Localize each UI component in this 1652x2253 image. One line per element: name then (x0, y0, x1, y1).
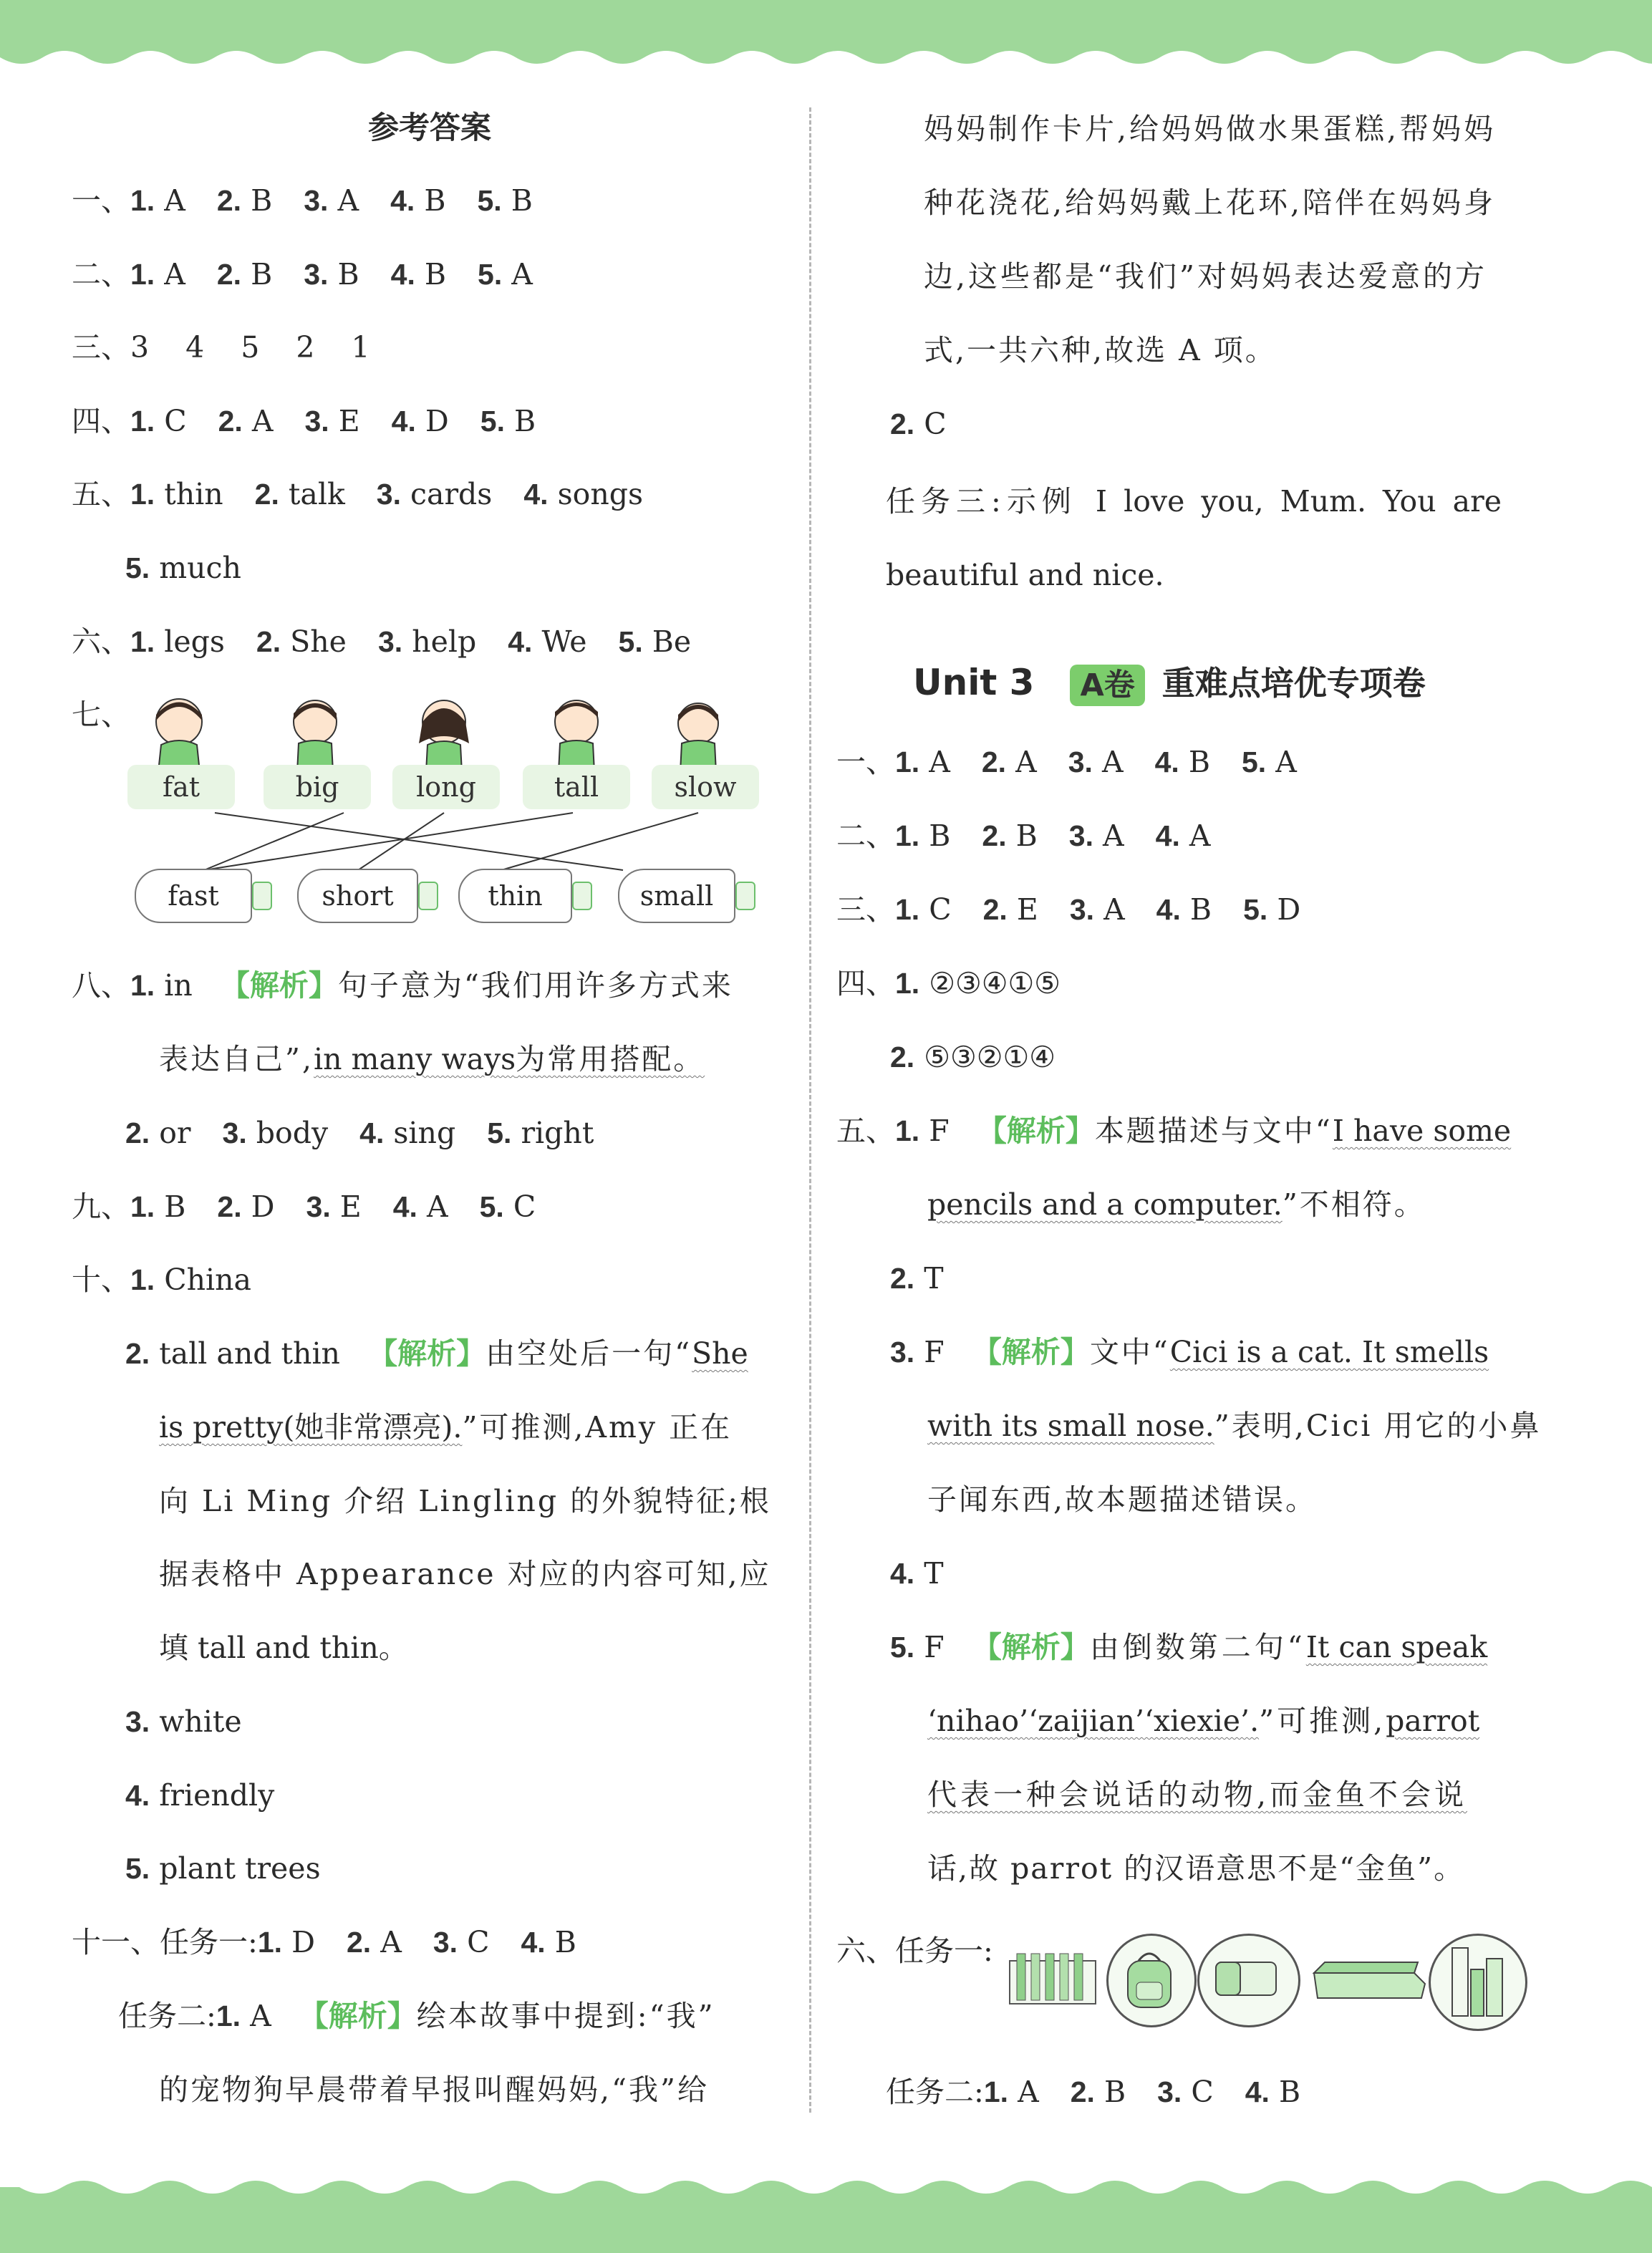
answer-row-6: 六、1. legs 2. She 3. help 4. We 5. Be (72, 624, 692, 659)
analysis-line: 的宠物狗早晨带着早报叫醒妈妈,“我”给 (159, 2073, 709, 2107)
answer-row-u3: 三、1. C 2. E 3. A 4. B 5. D (836, 892, 1301, 927)
match-word-bottom: short (297, 869, 418, 923)
match-word-top: fat (163, 771, 200, 803)
answer-row-u5-3: 3. F 【解析】文中“Cici is a cat. It smells (890, 1335, 1489, 1369)
match-line (204, 813, 573, 870)
answer-row-3: 三、3 4 5 2 1 (72, 330, 370, 365)
match-word-top: big (295, 771, 339, 803)
match-word-bottom: small (618, 869, 735, 923)
analysis-tag: 【解析】 (977, 1114, 1095, 1148)
answer-row-u4b: 2. ⑤③②①④ (890, 1040, 1056, 1074)
match-line (501, 813, 698, 870)
task3-line: beautiful and nice. (886, 558, 1164, 592)
match-word-bottom: fast (135, 869, 252, 923)
analysis-line: 边,这些都是“我们”对妈妈表达爱意的方 (924, 259, 1487, 294)
analysis-line: 向 Li Ming 介绍 Lingling 的外貌特征;根 (159, 1484, 771, 1518)
answer-row-10: 十、1. China (72, 1263, 251, 1297)
answer-row-10-5: 5. plant trees (125, 1851, 321, 1886)
answer-row-u5-2: 2. T (890, 1261, 944, 1296)
answer-row-5: 五、1. thin 2. talk 3. cards 4. songs (72, 477, 644, 511)
answer-row-10-3: 3. white (125, 1704, 242, 1739)
analysis-line: 种花浇花,给妈妈戴上花环,陪伴在妈妈身 (924, 185, 1497, 220)
analysis-line: with its small nose.”表明,Cici 用它的小鼻 (927, 1409, 1542, 1443)
analysis-line: 填 tall and thin。 (159, 1631, 408, 1665)
section-prefix: 一、 (72, 183, 130, 218)
pencil-box-icon (1307, 1955, 1429, 2005)
match-word-top: long (416, 771, 476, 803)
answer-row-11: 十一、任务一:1. D 2. A 3. C 4. B (72, 1925, 576, 1959)
backpack-icon (1121, 1946, 1178, 2011)
analysis-line: 代表一种会说话的动物,而金鱼不会说 (927, 1777, 1468, 1812)
ruler-icon (1445, 1941, 1509, 2020)
answer-row-10-4: 4. friendly (125, 1778, 275, 1813)
bottom-wave (0, 2174, 1652, 2196)
bottom-decorative-band (0, 2174, 1652, 2253)
analysis-tag: 【解析】 (368, 1336, 486, 1371)
answer-row-10-2: 2. tall and thin 【解析】由空处后一句“She (125, 1336, 748, 1371)
answer-row-1: 一、1. A 2. B 3. A 4. B 5. B (72, 183, 533, 218)
answer-row-5b: 5. much (125, 551, 241, 585)
match-word-top: tall (554, 771, 599, 803)
analysis-tag: 【解析】 (299, 1999, 417, 2033)
analysis-line: 据表格中 Appearance 对应的内容可知,应 (159, 1557, 771, 1591)
match-word-top: slow (674, 771, 737, 803)
section-7-prefix: 七、 (72, 698, 130, 732)
analysis-line: ‘nihao’‘zaijian’‘xiexie’.”可推测,parrot (927, 1704, 1480, 1738)
answer-row-u6-task1: 六、任务一: (836, 1934, 993, 1968)
answer-row-11-task2: 任务二:1. A 【解析】绘本故事中提到:“我” (118, 1999, 715, 2033)
analysis-line: 子闻东西,故本题描述错误。 (927, 1482, 1318, 1517)
answer-row-8b: 2. or 3. body 4. sing 5. right (125, 1116, 594, 1150)
answer-row-9: 九、1. B 2. D 3. E 4. A 5. C (72, 1190, 536, 1224)
answer-row-2: 二、1. A 2. B 3. B 4. B 5. A (72, 257, 533, 291)
answer-row-u5-4: 4. T (890, 1556, 944, 1591)
analysis-line: 话,故 parrot 的汉语意思不是“金鱼”。 (927, 1851, 1465, 1886)
match-word-bottom: thin (458, 869, 572, 923)
unit-badge: A卷 (1070, 665, 1144, 706)
answer-row-u6-task2: 任务二:1. A 2. B 3. C 4. B (886, 2075, 1301, 2109)
task3-line: 任务三:示例 I love you, Mum. You are (886, 484, 1502, 518)
match-line (215, 813, 623, 870)
answer-row-u4: 四、1. ②③④①⑤ (836, 966, 1061, 1000)
analysis-tag: 【解析】 (220, 968, 338, 1003)
matching-lines (0, 0, 809, 931)
answer-row-4: 四、1. C 2. A 3. E 4. D 5. B (72, 404, 536, 438)
analysis-line: is pretty(她非常漂亮).”可推测,Amy 正在 (159, 1410, 733, 1444)
match-line (358, 813, 444, 870)
answer-row: 2. C (890, 407, 947, 441)
analysis-line: 妈妈制作卡片,给妈妈做水果蛋糕,帮妈妈 (924, 112, 1497, 146)
analysis-line: 式,一共六种,故选 A 项。 (924, 333, 1277, 367)
unit-title: Unit 3 A卷 重难点培优专项卷 (913, 657, 1426, 706)
analysis-line: 表达自己”,in many ways为常用搭配。 (159, 1042, 705, 1076)
analysis-line: pencils and a computer.”不相符。 (927, 1187, 1426, 1222)
eraser-icon (1210, 1954, 1282, 2004)
answer-row-u5-5: 5. F 【解析】由倒数第二句“It can speak (890, 1630, 1488, 1664)
answer-row-u5-1: 五、1. F 【解析】本题描述与文中“I have some (836, 1114, 1512, 1148)
answer-row-u2: 二、1. B 2. B 3. A 4. A (836, 819, 1211, 853)
crayons-icon (1006, 1946, 1099, 2011)
column-divider (809, 107, 811, 2113)
answer-row-8: 八、1. in 【解析】句子意为“我们用许多方式来 (72, 968, 733, 1003)
page-title: 参考答案 (368, 110, 491, 146)
answer-row-u1: 一、1. A 2. A 3. A 4. B 5. A (836, 745, 1297, 779)
